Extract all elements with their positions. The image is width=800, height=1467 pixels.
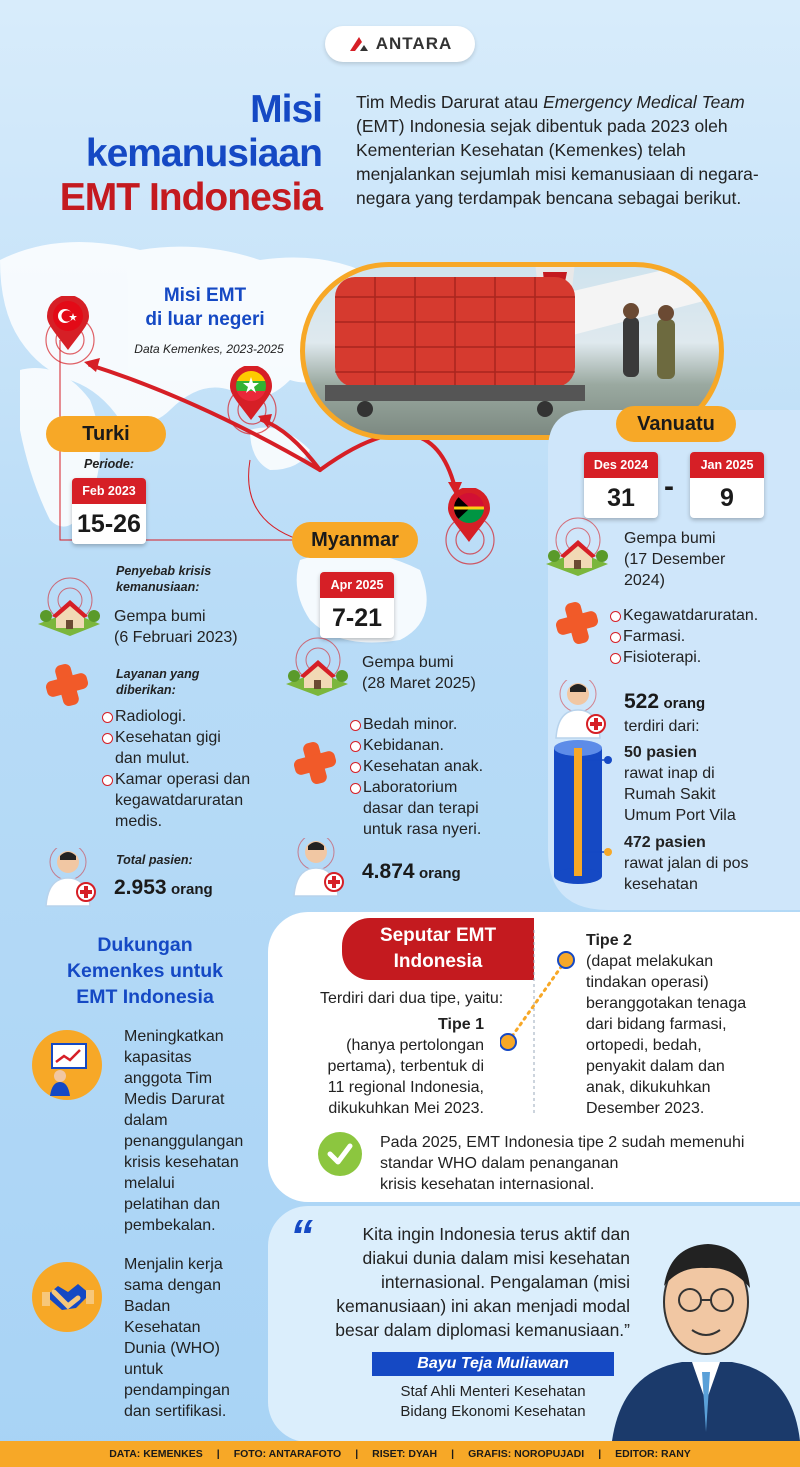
vanuatu-outpatient-count: 472 pasien <box>624 834 706 851</box>
check-icon <box>316 1130 364 1178</box>
vanuatu-flag-pin <box>446 488 492 544</box>
emt-type-2-title: Tipe 2 <box>586 932 632 949</box>
vanuatu-total-sub: terdiri dari: <box>624 718 700 735</box>
myanmar-medical-cross-icon <box>290 738 340 788</box>
list-item: Kesehatan anak. <box>350 756 483 777</box>
page-title <box>30 88 322 220</box>
list-item: Kesehatan gigi dan mulut. <box>102 727 250 769</box>
emt-type-1-title: Tipe 1 <box>438 1016 484 1033</box>
quote-mark: “ <box>290 1210 313 1262</box>
emt-banner: Seputar EMT Indonesia <box>342 918 534 980</box>
vanuatu-inpatient-band <box>574 748 582 876</box>
map-title-line-1: Misi EMT <box>163 285 247 306</box>
turki-cause-line-2: (6 Februari 2023) <box>114 629 238 646</box>
turki-cause-label-1: Penyebab krisis <box>116 564 212 578</box>
myanmar-total <box>362 860 461 884</box>
vanuatu-end-calendar <box>690 452 764 518</box>
turkey-flag-pin <box>45 296 91 352</box>
logo-text: ANTARA <box>375 34 453 53</box>
vanuatu-cause <box>624 528 725 591</box>
turki-services-label-1: Layanan yang <box>116 667 200 681</box>
presentation-icon <box>32 1030 102 1100</box>
turki-services-list <box>102 706 250 832</box>
vanuatu-label: Vanuatu <box>616 406 736 442</box>
myanmar-cause-line-2: (28 Maret 2025) <box>362 675 476 692</box>
intro-text-1: Tim Medis Darurat atau <box>356 92 544 112</box>
myanmar-cause <box>362 652 476 694</box>
myanmar-cause-line-1: Gempa bumi <box>362 654 454 671</box>
turki-period-label: Periode: <box>84 457 135 471</box>
list-item: Bedah minor. <box>350 714 483 735</box>
turki-house-icon <box>34 576 104 638</box>
turki-doctor-icon <box>38 848 102 908</box>
support-item-1: Meningkatkan kapasitas anggota Tim Medis Darurat dalam penanggulangan krisis kesehatan melalui pelatihan dan pembekalan. <box>124 1028 244 1234</box>
emt-connector <box>500 930 580 1120</box>
myanmar-calendar <box>320 572 394 638</box>
turki-cause-label <box>116 563 211 595</box>
list-item: Laboratorium dasar dan terapi untuk rasa nyeri. <box>350 777 483 840</box>
myanmar-total-unit: orang <box>419 865 461 882</box>
list-item: Kamar operasi dan kegawatdaruratan medis. <box>102 769 250 832</box>
vanuatu-services-list <box>610 605 758 668</box>
vanuatu-cause-line-2: (17 Desember <box>624 551 726 568</box>
handshake-icon <box>32 1262 102 1332</box>
myanmar-total-value: 4.874 <box>362 860 415 883</box>
vanuatu-date-dash: - <box>664 470 674 503</box>
turki-dates: 15-26 <box>77 510 141 538</box>
title-line-2: kemanusiaan <box>85 132 322 175</box>
intro-text-3: (EMT) Indonesia sejak dibentuk pada 2023 oleh Kementerian Kesehatan (Kemenkes) telah menjalankan sejumlah misi kemanusiaan di negara-negara yang terdampak bencana sebagai berikut. <box>356 116 759 208</box>
turki-services-label <box>116 666 199 698</box>
myanmar-month: Apr 2025 <box>320 572 394 598</box>
list-item: Farmasi. <box>610 626 758 647</box>
vanuatu-end-day: 9 <box>720 484 734 512</box>
vanuatu-outpatient: 472 pasien rawat jalan di pos kesehatan <box>624 834 749 893</box>
vanuatu-end-month: Jan 2025 <box>690 452 764 478</box>
title-line-1: Misi <box>250 88 322 131</box>
antara-logo <box>325 26 475 62</box>
map-title <box>130 284 280 332</box>
vanuatu-medical-cross-icon <box>552 598 602 648</box>
turki-cause-line-1: Gempa bumi <box>114 608 206 625</box>
antara-logo-icon <box>348 35 370 53</box>
vanuatu-cause-line-1: Gempa bumi <box>624 530 716 547</box>
turki-total-unit: orang <box>171 881 213 898</box>
map-title-line-2: di luar negeri <box>145 309 265 330</box>
vanuatu-doctor-icon <box>548 680 612 740</box>
speaker-portrait <box>612 1222 800 1441</box>
map-source: Data Kemenkes, 2023-2025 <box>134 342 284 356</box>
emt-type-2: Tipe 2 (dapat melakukan tindakan operasi) beranggotakan tenaga dari bidang farmasi, ortopedi, bedah, penyakit dalam dan anak, dikukuhkan Desember 2023. <box>586 932 747 1117</box>
turki-cause <box>114 606 238 648</box>
turki-total-label: Total pasien: <box>116 853 193 867</box>
intro-text-2: Emergency Medical Team <box>543 92 745 112</box>
support-title: Dukungan Kemenkes untuk EMT Indonesia <box>66 934 224 1008</box>
turki-total <box>114 876 213 900</box>
list-item: Radiologi. <box>102 706 250 727</box>
turki-medical-cross-icon <box>42 660 92 710</box>
vanuatu-total-unit: orang <box>663 695 706 712</box>
emt-intro: Terdiri dari dua tipe, yaitu: <box>320 990 504 1007</box>
turki-total-value: 2.953 <box>114 876 167 899</box>
quote-text: Kita ingin Indonesia terus aktif dan diakui dunia dalam misi kesehatan internasional. Pengalaman (misi kemanusiaan) ini akan menjadi modal besar dalam diplomasi kemanusiaan.” <box>335 1224 630 1340</box>
vanuatu-start-day: 31 <box>607 484 635 512</box>
vanuatu-cause-line-3: 2024) <box>624 572 665 589</box>
myanmar-doctor-icon <box>286 838 350 898</box>
vanuatu-total-value: 522 <box>624 690 660 713</box>
vanuatu-total <box>624 690 705 714</box>
turki-label: Turki <box>46 416 166 452</box>
vanuatu-house-icon <box>542 516 612 578</box>
vanuatu-inpatient-count: 50 pasien <box>624 744 697 761</box>
vanuatu-start-calendar <box>584 452 658 518</box>
list-item: Fisioterapi. <box>610 647 758 668</box>
footer-credits: DATA: KEMENKES | FOTO: ANTARAFOTO | RISET: DYAH | GRAFIS: NOROPUJADI | EDITOR: RANY <box>0 1441 800 1467</box>
turki-month: Feb 2023 <box>72 478 146 504</box>
myanmar-house-icon <box>282 636 352 698</box>
title-line-3: EMT Indonesia <box>59 176 322 219</box>
myanmar-label: Myanmar <box>292 522 418 558</box>
myanmar-flag-pin <box>228 366 274 422</box>
emt-type-1: Tipe 1 (hanya pertolongan pertama), terbentuk di 11 regional Indonesia, dikukuhkan Mei 2023. <box>300 1014 484 1119</box>
vanuatu-patient-cylinder <box>550 738 620 888</box>
list-item: Kegawatdaruratan. <box>610 605 758 626</box>
vanuatu-start-month: Des 2024 <box>584 452 658 478</box>
turki-calendar <box>72 478 146 544</box>
support-item-2: Menjalin kerja sama dengan Badan Kesehatan Dunia (WHO) untuk pendampingan dan sertifikasi. <box>124 1256 230 1420</box>
emt-who-note: Pada 2025, EMT Indonesia tipe 2 sudah memenuhi standar WHO dalam penanganan krisis kesehatan internasional. <box>380 1134 745 1193</box>
turki-cause-label-2: kemanusiaan: <box>116 580 200 594</box>
intro-paragraph <box>356 90 776 210</box>
speaker-role: Staf Ahli Menteri Kesehatan Bidang Ekonomi Kesehatan <box>400 1383 586 1420</box>
myanmar-services-list <box>350 714 483 840</box>
list-item: Kebidanan. <box>350 735 483 756</box>
turki-services-label-2: diberikan: <box>116 683 176 697</box>
vanuatu-inpatient: 50 pasien rawat inap di Rumah Sakit Umum Port Vila <box>624 744 736 824</box>
speaker-name: Bayu Teja Muliawan <box>372 1352 614 1376</box>
myanmar-dates: 7-21 <box>331 604 383 632</box>
